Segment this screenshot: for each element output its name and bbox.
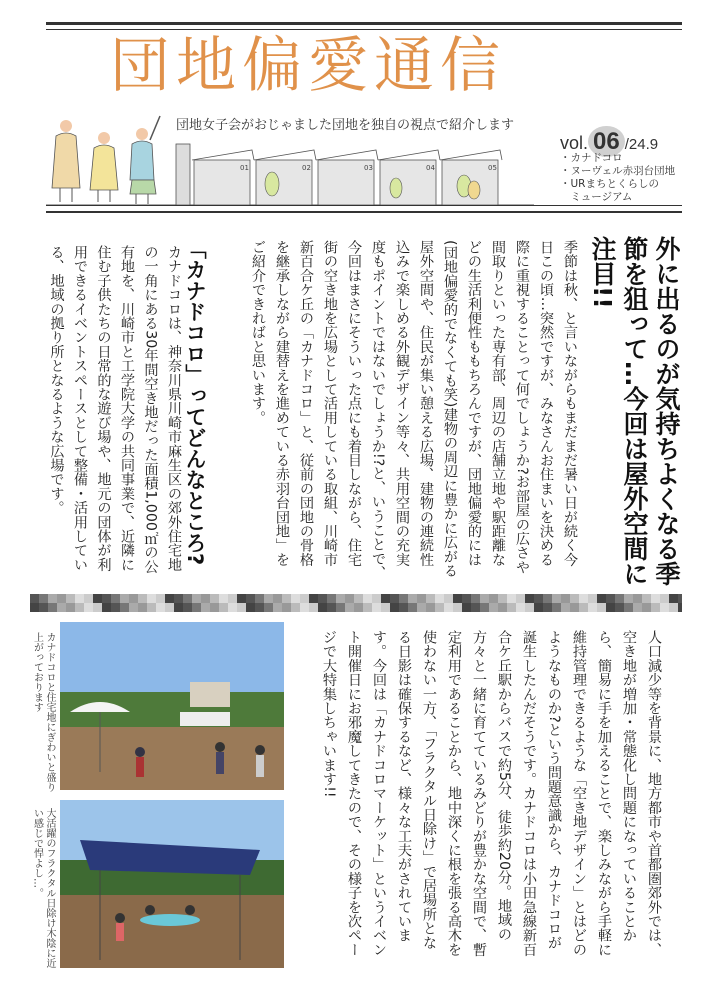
checker-tile [93, 603, 102, 612]
building-number: 04 [426, 164, 435, 172]
checker-tile [282, 594, 291, 603]
checker-tile [588, 594, 597, 603]
checker-tile [300, 594, 309, 603]
header-bottom-rule [46, 205, 682, 206]
checker-tile [66, 594, 75, 603]
checker-tile [381, 594, 390, 603]
checker-tile [597, 594, 606, 603]
checker-tile [660, 603, 669, 612]
checker-tile [228, 603, 237, 612]
checker-tile [75, 594, 84, 603]
checker-tile [30, 603, 39, 612]
checker-tile [111, 603, 120, 612]
toc-item: ・カナドコロ [560, 152, 623, 164]
top-rule-thin [46, 29, 682, 30]
checker-tile [417, 603, 426, 612]
checker-tile [363, 603, 372, 612]
checker-tile [678, 603, 682, 612]
checker-tile [525, 603, 534, 612]
checker-tile [327, 603, 336, 612]
checker-tile [390, 594, 399, 603]
header-illustration [46, 110, 534, 210]
checker-tile [372, 603, 381, 612]
checker-tile [480, 603, 489, 612]
table-of-contents [560, 152, 675, 204]
checker-tile [354, 603, 363, 612]
checker-tile [417, 594, 426, 603]
checker-tile [624, 594, 633, 603]
checker-tile [642, 594, 651, 603]
checker-tile [552, 594, 561, 603]
checker-tile [237, 603, 246, 612]
checker-tile [399, 603, 408, 612]
checker-tile [525, 594, 534, 603]
checker-tile [183, 603, 192, 612]
checker-tile [570, 594, 579, 603]
checker-tile [138, 594, 147, 603]
checker-tile [219, 594, 228, 603]
volume-number: 06 [588, 126, 625, 157]
checker-tile [678, 594, 682, 603]
checker-tile [318, 603, 327, 612]
toc-item: ミュージアム [560, 191, 633, 203]
section-body: カナドコロは、神奈川県川崎市麻生区の郊外住宅地の一角にある30年間空き地だった面積1,000㎡の公有地を、川崎市と工学院大学の共同事業で、近隣に住む子供たちの日常的な遊び場や、地元の団体が利用できるイベントスペースとして整備・活用している、地域の拠り所となるような広場です。 [48, 245, 182, 574]
article-headline: 外に出るのが気持ちよくなる季節を狙って…今回は屋外空間に注目!! [588, 236, 681, 586]
checker-tile [219, 603, 228, 612]
checker-tile [633, 594, 642, 603]
checker-tile [426, 594, 435, 603]
checker-tile [444, 594, 453, 603]
checker-tile [147, 594, 156, 603]
checker-tile [471, 594, 480, 603]
checker-tile [354, 594, 363, 603]
checker-tile [480, 594, 489, 603]
checker-tile [597, 603, 606, 612]
article-body: 季節は秋、と言いながらもまだまだ暑い日が続く今日この頃…突然ですが、みなさんお住まいを決める際に重視することって何でしょうか?お部屋の広さや間取りといった専有部、周辺の店舗立地や駅距離などの生活利便性ももちろんですが、団地偏愛的には(団地偏愛的でなくても笑)建物の周辺に豊かに広がる屋外空間や、住民が集い憩える広場、建物の連続性込みで楽しめる外観デザイン等々、共用空間の充実度もポイントではないでしょうか!?と、いうことで、今回はまさにそういった点にも着目しながら、住宅街の空き地を広場として活用している取組、川崎市新百合ケ丘の「カナドコロ」と、従前の団地の骨格を継承しながら建替えを進めている赤羽台団地」をご紹介できればと思います。 [250, 240, 578, 580]
checker-tile [192, 603, 201, 612]
checker-tile [255, 603, 264, 612]
checker-tile [111, 594, 120, 603]
checker-tile [129, 594, 138, 603]
checker-tile [372, 594, 381, 603]
checker-tile [156, 594, 165, 603]
checker-tile [561, 594, 570, 603]
checker-tile [669, 603, 678, 612]
checker-tile [129, 603, 138, 612]
checker-tile [102, 594, 111, 603]
checker-tile [57, 594, 66, 603]
checker-tile [498, 603, 507, 612]
checker-tile [327, 594, 336, 603]
checker-tile [534, 603, 543, 612]
toc-item: ・ヌーヴェル赤羽台団地 [560, 165, 676, 177]
checker-tile [282, 603, 291, 612]
checker-tile [345, 594, 354, 603]
checker-tile [210, 594, 219, 603]
checker-tile [201, 594, 210, 603]
checker-tile [66, 603, 75, 612]
checker-tile [579, 603, 588, 612]
checker-tile [543, 603, 552, 612]
checker-tile [426, 603, 435, 612]
checker-tile [615, 603, 624, 612]
checker-tile [435, 594, 444, 603]
checker-tile [39, 603, 48, 612]
checker-tile [507, 603, 516, 612]
checker-tile [165, 603, 174, 612]
checker-tile [543, 594, 552, 603]
building-number: 05 [488, 164, 497, 172]
checker-tile [606, 603, 615, 612]
volume-date: /24.9 [624, 136, 659, 153]
checker-tile [633, 603, 642, 612]
newsletter-title: 団地偏愛通信 [110, 31, 506, 101]
checker-tile [579, 594, 588, 603]
building-number: 03 [364, 164, 373, 172]
checker-tile [174, 603, 183, 612]
photo-caption: カナドコロと住宅地にぎわいと盛り上がっております [31, 632, 55, 792]
checker-tile [120, 603, 129, 612]
checker-tile [651, 594, 660, 603]
checker-tile [84, 594, 93, 603]
checker-tile [381, 603, 390, 612]
checker-tile [507, 594, 516, 603]
checker-tile [489, 603, 498, 612]
checker-tile [201, 603, 210, 612]
checker-tile [246, 594, 255, 603]
checker-tile [210, 603, 219, 612]
volume-prefix: vol. [560, 133, 589, 153]
checker-tile [624, 603, 633, 612]
checker-tile [408, 594, 417, 603]
checker-tile [291, 603, 300, 612]
checker-tile [471, 603, 480, 612]
checker-tile [453, 603, 462, 612]
section-heading: 「カナドコロ」ってどんなところ? [183, 238, 207, 566]
checker-divider [30, 594, 682, 612]
checker-tile [48, 603, 57, 612]
top-rule-thick [46, 22, 682, 25]
checker-tile [120, 594, 129, 603]
person-illustration [130, 116, 160, 204]
checker-tile [39, 594, 48, 603]
checker-tile [174, 594, 183, 603]
checker-tile [264, 594, 273, 603]
fractal-shade-photo [60, 800, 284, 968]
checker-tile [300, 603, 309, 612]
checker-tile [147, 603, 156, 612]
checker-tile [156, 603, 165, 612]
checker-tile [291, 594, 300, 603]
checker-tile [390, 603, 399, 612]
checker-tile [336, 594, 345, 603]
checker-tile [552, 603, 561, 612]
checker-tile [336, 603, 345, 612]
checker-tile [498, 594, 507, 603]
checker-tile [273, 594, 282, 603]
checker-tile [309, 603, 318, 612]
article-body: 人口減少等を背景に、地方都市や首都圏郊外では、空き地が増加・常態化し問題になっていることから、簡易に手を加えることで、楽しみながら手軽に維持管理できるような「空き地デザイン」とはどのようなものか?という問題意識から、カナドコロが誕生したんだそうです。カナドコロは小田急線新百合ケ丘駅からバスで約5分、徒歩約20分。地域の方々と一緒に育てているみどりが豊かな空間で、暫定利用であることから、地中深くに根を張る高木を使わない一方、「フラクタル日除け」で居場所となる日影は確保するなど、様々な工夫がされています。今回は「カナドコロマーケット」というイベント開催日にお邪魔してきたので、その様子を次ページで大特集しちゃいます!! [321, 630, 662, 957]
checker-tile [318, 594, 327, 603]
building-row [192, 150, 502, 205]
checker-tile [642, 603, 651, 612]
checker-tile [138, 603, 147, 612]
checker-tile [84, 603, 93, 612]
building-number: 01 [240, 164, 249, 172]
checker-tile [237, 594, 246, 603]
checker-tile [588, 603, 597, 612]
checker-tile [30, 594, 39, 603]
checker-tile [615, 594, 624, 603]
photo-caption: 大活躍のフラクタル日除け木陰に近い感じで悍よし…。 [31, 808, 55, 968]
checker-tile [102, 603, 111, 612]
checker-tile [435, 603, 444, 612]
checker-tile [516, 603, 525, 612]
checker-tile [228, 594, 237, 603]
checker-tile [264, 603, 273, 612]
market-photo [60, 622, 284, 790]
checker-tile [462, 603, 471, 612]
toc-item: ・URまちとくらしの [560, 178, 659, 190]
checker-tile [309, 594, 318, 603]
checker-tile [453, 594, 462, 603]
checker-tile [669, 594, 678, 603]
checker-tile [399, 594, 408, 603]
checker-tile [660, 594, 669, 603]
checker-tile [534, 594, 543, 603]
checker-tile [651, 603, 660, 612]
checker-tile [462, 594, 471, 603]
checker-tile [570, 603, 579, 612]
checker-tile [183, 594, 192, 603]
checker-tile [606, 594, 615, 603]
person-illustration [52, 120, 80, 202]
checker-tile [255, 594, 264, 603]
checker-tile [363, 594, 372, 603]
checker-tile [57, 603, 66, 612]
newsletter-subtitle: 団地女子会がおじゃました団地を独自の視点で紹介します [176, 118, 515, 133]
building-illustration [176, 144, 190, 205]
checker-tile [246, 603, 255, 612]
header-bottom-rule [46, 211, 682, 213]
person-illustration [90, 132, 118, 202]
checker-tile [345, 603, 354, 612]
building-number: 02 [302, 164, 311, 172]
checker-tile [273, 603, 282, 612]
checker-tile [48, 594, 57, 603]
checker-tile [408, 603, 417, 612]
checker-tile [489, 594, 498, 603]
checker-tile [561, 603, 570, 612]
checker-tile [516, 594, 525, 603]
checker-tile [444, 603, 453, 612]
checker-tile [75, 603, 84, 612]
checker-tile [165, 594, 174, 603]
checker-tile [93, 594, 102, 603]
checker-tile [192, 594, 201, 603]
